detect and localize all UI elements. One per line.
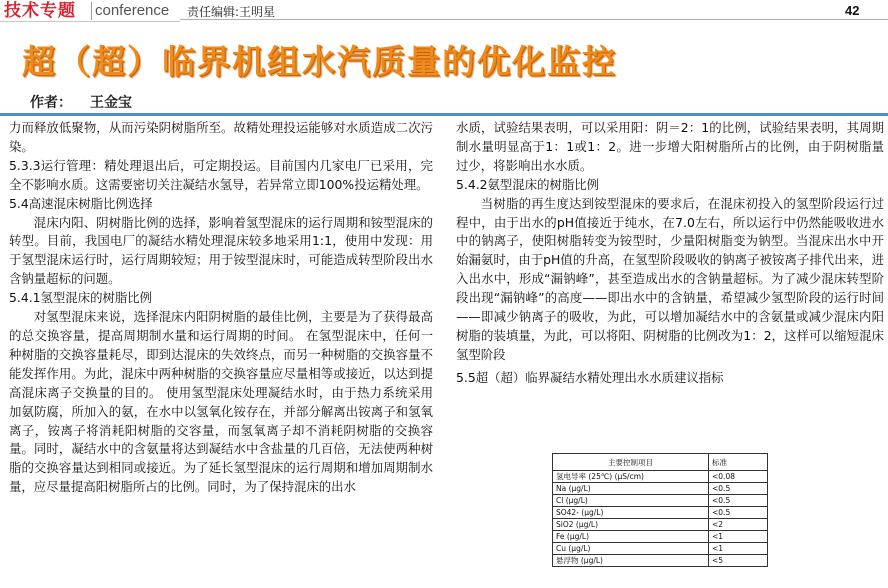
editor-credit: 责任编辑:王明星 <box>187 5 276 19</box>
table-row <box>553 495 768 507</box>
table-cell-standard: <0.5 <box>709 483 768 495</box>
table-row <box>553 507 768 519</box>
heading-5-4: 5.4高速混床树脂比例选择 <box>9 195 153 211</box>
heading-5-5: 5.5超（超）临界凝结水精处理出水水质建议指标 <box>456 369 724 385</box>
table-row <box>553 519 768 531</box>
title-rule <box>0 113 888 116</box>
author-name: 王金宝 <box>90 95 132 111</box>
table-cell-item: Cu (μg/L) <box>553 543 709 555</box>
table-row <box>553 543 768 555</box>
paragraph-5-4-1: 对氢型混床来说，选择混床内阳阴树脂的最佳比例，主要是为了获得最高的总交换容量，提高周期制水量和运行周期的时间。 在氢型混床中，任何一种树脂的交换容量耗尽，即到达混床的失效终点，而另一种树脂的交换容量不能发挥作用。为此，混床中两种树脂的交换容量应尽量相等或接近，以达到提高混床离子交换量的目的。 使用氢型混床处理凝结水时，由于热力系统采用加氨防腐，所加入的氨，在水中以氢氧化铵存在，并部分解离出铵离子和氢氧离子，铵离子将消耗阳树脂的交容量，而氢氧离子却不消耗阴树脂的交换容量。同时，凝结水中的含氨量将达到凝结水中含盐量的几百倍，无法使两种树脂的交换容量达到相同或接近。为了延长氢型混床的运行周期和增加周期制水量，应尽量提高阳树脂所占的比例。同时，为了保持混床的出水 <box>9 309 433 495</box>
table-cell-standard: <0.5 <box>709 507 768 519</box>
header-rule-left <box>0 21 180 22</box>
table-header-standard: 标准 <box>709 454 768 471</box>
right-column <box>456 119 884 388</box>
table-header-row <box>553 454 768 471</box>
article-title: 超（超）临界机组水汽质量的优化监控 <box>22 42 617 81</box>
author-label: 作者： <box>30 95 72 111</box>
table-cell-item: 悬浮物 (μg/L) <box>553 555 709 567</box>
section-tag: 技术专题 <box>4 1 76 21</box>
table-cell-item: Na (μg/L) <box>553 483 709 495</box>
table-cell-item: SO42- (μg/L) <box>553 507 709 519</box>
table-cell-standard: <0.08 <box>709 471 768 483</box>
table-cell-standard: <0.5 <box>709 495 768 507</box>
table-row <box>553 555 768 567</box>
paragraph-5-3-3: 精处理退出后，可定期投运。目前国内几家电厂已采用，完全不影响水质。这需要密切关注凝结水氢导，若异常立即100%投运精处理。 <box>9 157 434 192</box>
table-cell-item: SiO2 (μg/L) <box>553 519 709 531</box>
table-row <box>553 483 768 495</box>
table-cell-item: Cl (μg/L) <box>553 495 709 507</box>
page-number: 42 <box>845 3 860 18</box>
paragraph-5-4-2: 当树脂的再生度达到铵型混床的要求后，在混床初投入的氢型阶段运行过程中，由于出水的pH值接近于纯水，在7.0左右，所以运行中仍然能吸收进水中的钠离子，使阳树脂转变为铵型时，少量阳树脂变为钠型。当混床出水中开始漏氨时，由于pH值的升高，在氢型阶段吸收的钠离子被铵离子排代出来，进入出水中，形成“漏钠峰”，甚至造成出水的含钠量超标。为了减少混床转型阶段出现“漏钠峰”的高度——即出水中的含钠量，希望减少氢型阶段的运行时间——即减少钠离子的吸收，为此，可以增加凝结水中的含氨量或减少混床内阳树脂的装填量，为此，可以将阳、阴树脂的比例改为1：2，这样可以缩短混床氢型阶段 <box>456 195 884 362</box>
conference-word: conference <box>91 2 169 20</box>
table-cell-standard: <2 <box>709 519 768 531</box>
water-quality-table <box>552 453 768 567</box>
table-row <box>553 471 768 483</box>
paragraph-continued-right: 水质，试验结果表明，可以采用阳：阴＝2：1的比例，试验结果表明，其周期制水量明显高于1：1或1：2。进一步增大阳树脂所占的比例，由于阴树脂量过少，将影响出水水质。 <box>456 120 884 173</box>
header-rule <box>180 19 888 20</box>
table-cell-standard: <1 <box>709 543 768 555</box>
table-cell-standard: <1 <box>709 531 768 543</box>
heading-5-3-3: 5.3.3运行管理： <box>9 157 105 173</box>
heading-5-4-2: 5.4.2氨型混床的树脂比例 <box>456 176 600 192</box>
table-cell-item: 氢电导率 (25℃) (μS/cm) <box>553 471 709 483</box>
table-cell-item: Fe (μg/L) <box>553 531 709 543</box>
section-5-3-3 <box>9 157 433 195</box>
author-line <box>30 92 132 112</box>
paragraph-5-4: 混床内阳、阴树脂比例的选择，影响着氢型混床的运行周期和铵型混床的转型。目前，我国电厂的凝结水精处理混床较多地采用1:1，使用中发现：用于氢型混床运行时，运行周期较短；用于铵型混床时，可能造成转型阶段出水含钠量超标的问题。 <box>9 214 433 287</box>
table-header-item: 主要控制项目 <box>553 454 709 471</box>
left-column <box>9 119 433 497</box>
heading-5-4-1: 5.4.1氢型混床的树脂比例 <box>9 290 153 306</box>
page-header <box>0 0 888 22</box>
table-row <box>553 531 768 543</box>
paragraph-continued: 力而释放低聚物，从而污染阴树脂所至。故精处理投运能够对水质造成二次污染。 <box>9 120 433 154</box>
table-cell-standard: <5 <box>709 555 768 567</box>
